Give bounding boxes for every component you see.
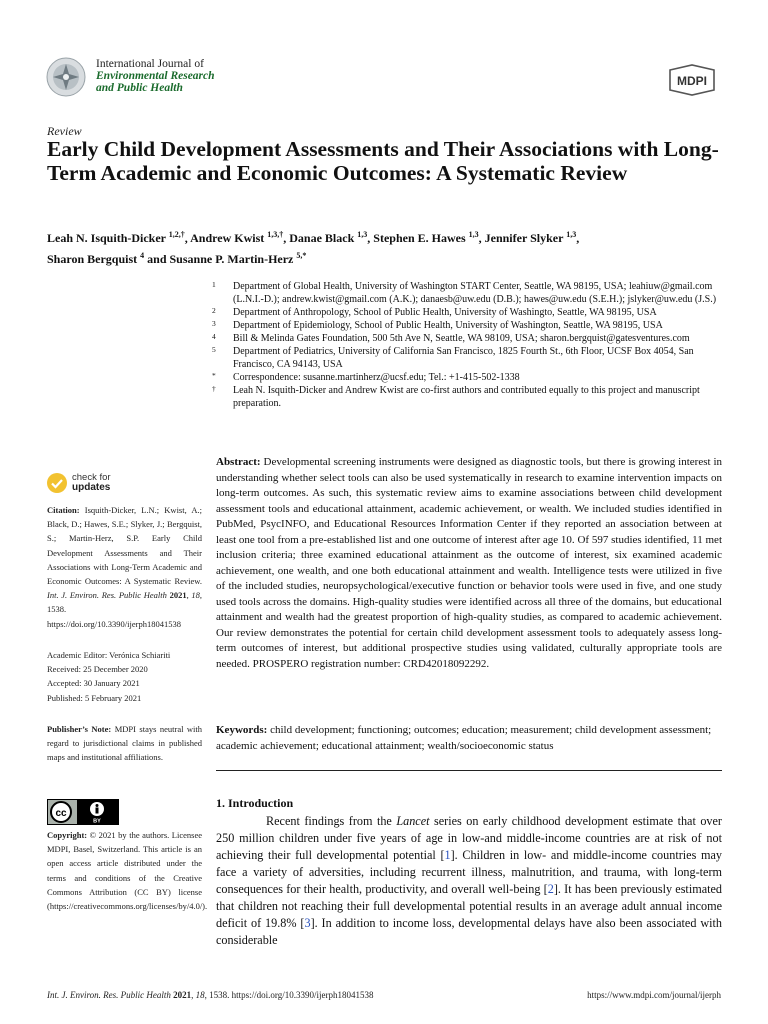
journal-name-line2: Environmental Research bbox=[96, 70, 215, 82]
author-separator: and bbox=[144, 252, 170, 266]
affiliation-text: Leah N. Isquith-Dicker and Andrew Kwist are co-first authors and contributed equally to this project and manuscript preparation. bbox=[233, 385, 700, 409]
intro-text: ]. In addition to income loss, developmental delays have also been associated with considerable bbox=[216, 916, 722, 947]
affiliation-item bbox=[212, 345, 727, 371]
footer-doi[interactable]: , 1538. https://doi.org/10.3390/ijerph18041538 bbox=[204, 990, 374, 1000]
author-affiliation-marks: 1,3 bbox=[357, 230, 368, 239]
reference-link[interactable]: 3 bbox=[304, 916, 311, 930]
copyright-label: Copyright: bbox=[47, 830, 88, 840]
affiliation-text: Department of Global Health, University of Washington START Center, Seattle, WA 98195, USA; leahiuw@gmail.com (L.N.I.-D.); andrew.kwist@gmail.com (A.K.); danaesb@uw.edu (D.B.); hawes@uw.edu (S.E.H.); jslyker@uw.edu (J.S.) bbox=[233, 281, 717, 305]
author-affiliation-marks: 5,* bbox=[296, 251, 307, 260]
intro-text: ]. Children in low- and middle-income countries may face a variety of adversities, including recurrent illness, malnutrition, and trauma, with long-term consequences for their health, productivity, and overall well-being [ bbox=[216, 848, 722, 896]
footer-year: 2021 bbox=[173, 990, 192, 1000]
reference-link[interactable]: 1 bbox=[444, 848, 451, 862]
svg-text:cc: cc bbox=[55, 808, 67, 819]
publisher-note-label: Publisher’s Note: bbox=[47, 724, 112, 734]
editorial-dates bbox=[47, 648, 202, 705]
affiliation-item bbox=[212, 319, 727, 332]
section-divider bbox=[216, 770, 722, 771]
keywords bbox=[216, 723, 722, 754]
publisher-note bbox=[47, 722, 202, 765]
affiliation-list bbox=[212, 280, 727, 410]
section-heading-introduction: 1. Introduction bbox=[216, 796, 294, 810]
author-separator: , bbox=[367, 231, 374, 245]
cc-by-label: BY bbox=[93, 818, 101, 825]
affiliation-text: Department of Pediatrics, University of California San Francisco, 1825 Fourth St., 6th Floor, UCSF Box 4054, San Francisco, CA 94143, USA bbox=[233, 346, 694, 370]
mdpi-logo bbox=[664, 64, 720, 96]
reference-link[interactable]: 2 bbox=[547, 882, 554, 896]
citation-block: Citation: Isquith-Dicker, L.N.; Kwist, A.; Black, D.; Hawes, S.E.; Slyker, J.; Bergquist, S.; Martin-Herz, S.P. Early Child Development Assessments and Their Associations with Long-Term Academic and Economic Outcomes: A Systematic Review. Int. J. Environ. Res. Public Health 2021, 18, 1538. https://doi.org/10.3390/ijerph18041538 bbox=[47, 505, 203, 629]
journal-name bbox=[96, 58, 215, 94]
author-name: Sharon Bergquist bbox=[47, 252, 138, 266]
affiliation-item bbox=[212, 371, 727, 384]
copyright-text: © 2021 by the authors. Licensee MDPI, Basel, Switzerland. This article is an open access article distributed under the terms and conditions of the Creative Commons Attribution (CC BY) license (https://creativecommons.org/licenses/by/4.0/). bbox=[47, 830, 208, 912]
received-date: Received: 25 December 2020 bbox=[47, 664, 148, 675]
intro-text-italic: Lancet bbox=[396, 814, 430, 828]
affiliation-item bbox=[212, 306, 727, 319]
citation-volume: 18 bbox=[191, 590, 200, 601]
introduction-paragraph bbox=[216, 813, 722, 949]
author-affiliation-marks: 1,3 bbox=[566, 230, 577, 239]
affiliation-mark: † bbox=[212, 384, 216, 393]
author-affiliation-marks: 1,2,† bbox=[168, 230, 185, 239]
author-separator: , bbox=[478, 231, 485, 245]
citation-doi-link[interactable]: https://doi.org/10.3390/ijerph18041538 bbox=[47, 618, 181, 629]
cc-by-license-icon[interactable] bbox=[47, 799, 119, 825]
author bbox=[373, 231, 484, 245]
author-affiliation-marks: 1,3,† bbox=[267, 230, 284, 239]
intro-text: series on early childhood development estimate that over 250 million children under five years of age in low-and middle-income countries are at risk of not achieving their full developmental potential [ bbox=[216, 814, 722, 862]
affiliation-mark: * bbox=[212, 371, 216, 380]
affiliation-item bbox=[212, 280, 727, 306]
academic-editor: Academic Editor: Verónica Schiariti bbox=[47, 650, 171, 660]
author-name: Jennifer Slyker bbox=[484, 231, 564, 245]
check-updates-line1: check for bbox=[72, 472, 111, 483]
footer-citation: Int. J. Environ. Res. Public Health 2021, 18, 1538. https://doi.org/10.3390/ijerph18041538 bbox=[47, 990, 374, 1000]
affiliation-mark: 3 bbox=[212, 319, 216, 328]
author bbox=[190, 231, 289, 245]
affiliation-text: Department of Epidemiology, School of Public Health, University of Washington, Seattle, WA 98195, USA bbox=[233, 320, 663, 331]
affiliation-mark: 2 bbox=[212, 306, 216, 315]
author-name: Leah N. Isquith-Dicker bbox=[47, 231, 166, 245]
abstract-text: Developmental screening instruments were designed as diagnostic tools, but there is growing interest in understanding whether select tools can also be used systematically in research to examine intervention impacts on long-term outcomes. As such, this systematic review aims to examine associations between child development assessment tools and educational attainment, academic achievement, or wealth. We included studies identified in PubMed, PsycINFO, and Educational Resources Information Center if they reported an association between at least one tool from a pre-established list and one outcome of interest after age 10. Of 597 studies identified, 11 met inclusion criteria; three examined educational attainment as the outcome of interest, six examined academic achievement, one wealth, and one both educational attainment and wealth. Intelligence tests were utilized in five of the included studies, neuropsychological/executive function or behavior tools were used in five, and one study used tools across the domains. High-quality studies were identified across all three of the domains, but educational attainment and wealth had the greatest proportion of high-quality studies, as compared to academic achievement. Our review demonstrates the potential for certain child development assessment tools to adequately assess long-term outcomes of interest, but additional prospective studies using validated, culturally appropriate tools are needed. PROSPERO registration number: CRD42018092292. bbox=[216, 456, 722, 670]
author bbox=[289, 231, 373, 245]
keywords-text: child development; functioning; outcomes; education; measurement; child development assessment; academic achievement; educational attainment; wealth/socioeconomic status bbox=[216, 724, 712, 752]
affiliation-item bbox=[212, 384, 727, 410]
author-affiliation-marks: 1,3 bbox=[468, 230, 479, 239]
published-date: Published: 5 February 2021 bbox=[47, 692, 142, 703]
footer-journal-url[interactable]: https://www.mdpi.com/journal/ijerph bbox=[587, 990, 721, 1000]
author bbox=[47, 231, 190, 245]
affiliation-item bbox=[212, 332, 727, 345]
author bbox=[47, 252, 170, 266]
affiliation-text: Department of Anthropology, School of Public Health, University of Washingto, Seattle, WA 98195, USA bbox=[233, 307, 657, 318]
keywords-label: Keywords: bbox=[216, 724, 268, 736]
paper-title: Early Child Development Assessments and Their Associations with Long-Term Academic and Economic Outcomes: A Systematic Review bbox=[47, 137, 719, 185]
journal-name-line1: International Journal of bbox=[96, 58, 204, 70]
copyright-block bbox=[47, 828, 208, 913]
citation-text: Isquith-Dicker, L.N.; Kwist, A.; Black, D.; Hawes, S.E.; Slyker, J.; Bergquist, S.; Martin-Herz, S.P. Early Child Development Assessments and Their Associations with Long-Term Academic and Economic Outcomes: A Systematic Review. bbox=[47, 505, 203, 587]
author-affiliation-marks: 4 bbox=[140, 251, 145, 260]
publisher-note-text: MDPI stays neutral with regard to jurisdictional claims in published maps and institutional affiliations. bbox=[47, 724, 203, 763]
intro-text: ]. It has been previously estimated that children not reaching their full developmental potential results in an average adult annual income deficit of 19.8% [ bbox=[216, 882, 722, 930]
journal-name-line3: and Public Health bbox=[96, 82, 183, 94]
affiliation-text: Bill & Melinda Gates Foundation, 500 5th Ave N, Seattle, WA 98109, USA; sharon.bergquist@gatesventures.com bbox=[233, 333, 690, 344]
footer-journal: Int. J. Environ. Res. Public Health bbox=[47, 990, 171, 1000]
author-separator: , bbox=[283, 231, 290, 245]
affiliation-mark: 4 bbox=[212, 332, 216, 341]
author-list bbox=[47, 226, 727, 268]
affiliation-mark: 5 bbox=[212, 345, 216, 354]
author bbox=[170, 252, 307, 266]
citation-label: Citation: bbox=[47, 505, 80, 515]
author-separator: , bbox=[576, 231, 580, 245]
check-updates-text bbox=[72, 473, 111, 493]
citation-pages: , 1538. bbox=[47, 590, 203, 615]
author-name: Andrew Kwist bbox=[190, 231, 265, 245]
check-for-updates-badge[interactable] bbox=[46, 472, 111, 494]
accepted-date: Accepted: 30 January 2021 bbox=[47, 678, 140, 689]
abstract bbox=[216, 455, 722, 672]
check-updates-line2: updates bbox=[72, 482, 111, 493]
author-name: Danae Black bbox=[289, 231, 355, 245]
abstract-label: Abstract: bbox=[216, 456, 261, 468]
affiliation-text: Correspondence: susanne.martinherz@ucsf.edu; Tel.: +1-415-502-1338 bbox=[233, 372, 520, 383]
footer-volume: 18 bbox=[195, 990, 205, 1000]
intro-text: Recent findings from the bbox=[266, 814, 397, 828]
citation-journal: Int. J. Environ. Res. Public Health bbox=[47, 590, 167, 601]
journal-logo-icon bbox=[46, 57, 86, 97]
citation-year: 2021 bbox=[169, 590, 187, 601]
author-separator: , bbox=[184, 231, 191, 245]
author bbox=[485, 231, 580, 245]
author-name: Susanne P. Martin-Herz bbox=[169, 252, 294, 266]
check-updates-icon bbox=[46, 472, 68, 494]
mdpi-logo-text: MDPI bbox=[677, 74, 707, 88]
author-name: Stephen E. Hawes bbox=[373, 231, 466, 245]
article-type: Review bbox=[47, 124, 82, 138]
affiliation-mark: 1 bbox=[212, 280, 216, 289]
